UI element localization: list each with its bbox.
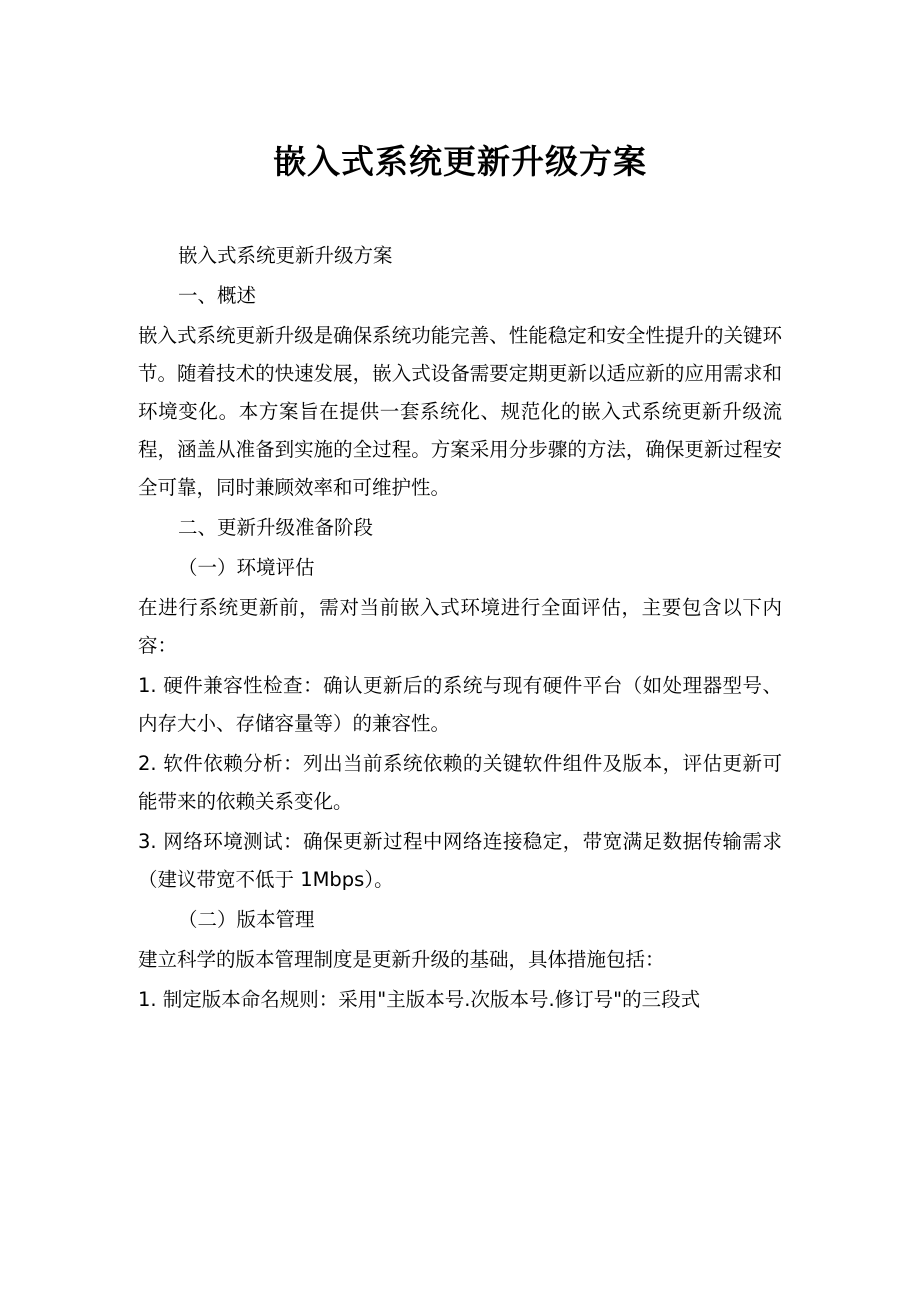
paragraph: 在进行系统更新前，需对当前嵌入式环境进行全面评估，主要包含以下内容： <box>138 595 782 657</box>
paragraph: （一）环境评估 <box>178 555 315 579</box>
paragraph: 1. 硬件兼容性检查：确认更新后的系统与现有硬件平台（如处理器型号、内存大小、存储容量等）的兼容性。 <box>138 673 782 735</box>
paragraph: 嵌入式系统更新升级是确保系统功能完善、性能稳定和安全性提升的关键环节。随着技术的快速发展，嵌入式设备需要定期更新以适应新的应用需求和环境变化。本方案旨在提供一套系统化、规范化的嵌入式系统更新升级流程，涵盖从准备到实施的全过程。方案采用分步骤的方法，确保更新过程安全可靠，同时兼顾效率和可维护性。 <box>138 323 782 499</box>
paragraph: 3. 网络环境测试：确保更新过程中网络连接稳定，带宽满足数据传输需求（建议带宽不低于 1Mbps）。 <box>138 829 782 891</box>
page-title: 嵌入式系统更新升级方案 <box>273 142 647 181</box>
paragraph: 二、更新升级准备阶段 <box>178 515 374 539</box>
paragraph: 嵌入式系统更新升级方案 <box>178 243 393 267</box>
paragraph: 建立科学的版本管理制度是更新升级的基础，具体措施包括： <box>138 947 665 971</box>
paragraph: （二）版本管理 <box>178 907 315 931</box>
paragraph: 2. 软件依赖分析：列出当前系统依赖的关键软件组件及版本，评估更新可能带来的依赖关系变化。 <box>138 751 782 813</box>
document-body <box>138 237 782 1019</box>
paragraph: 一、概述 <box>178 283 257 307</box>
paragraph: 1. 制定版本命名规则：采用"主版本号.次版本号.修订号"的三段式 <box>138 987 701 1011</box>
